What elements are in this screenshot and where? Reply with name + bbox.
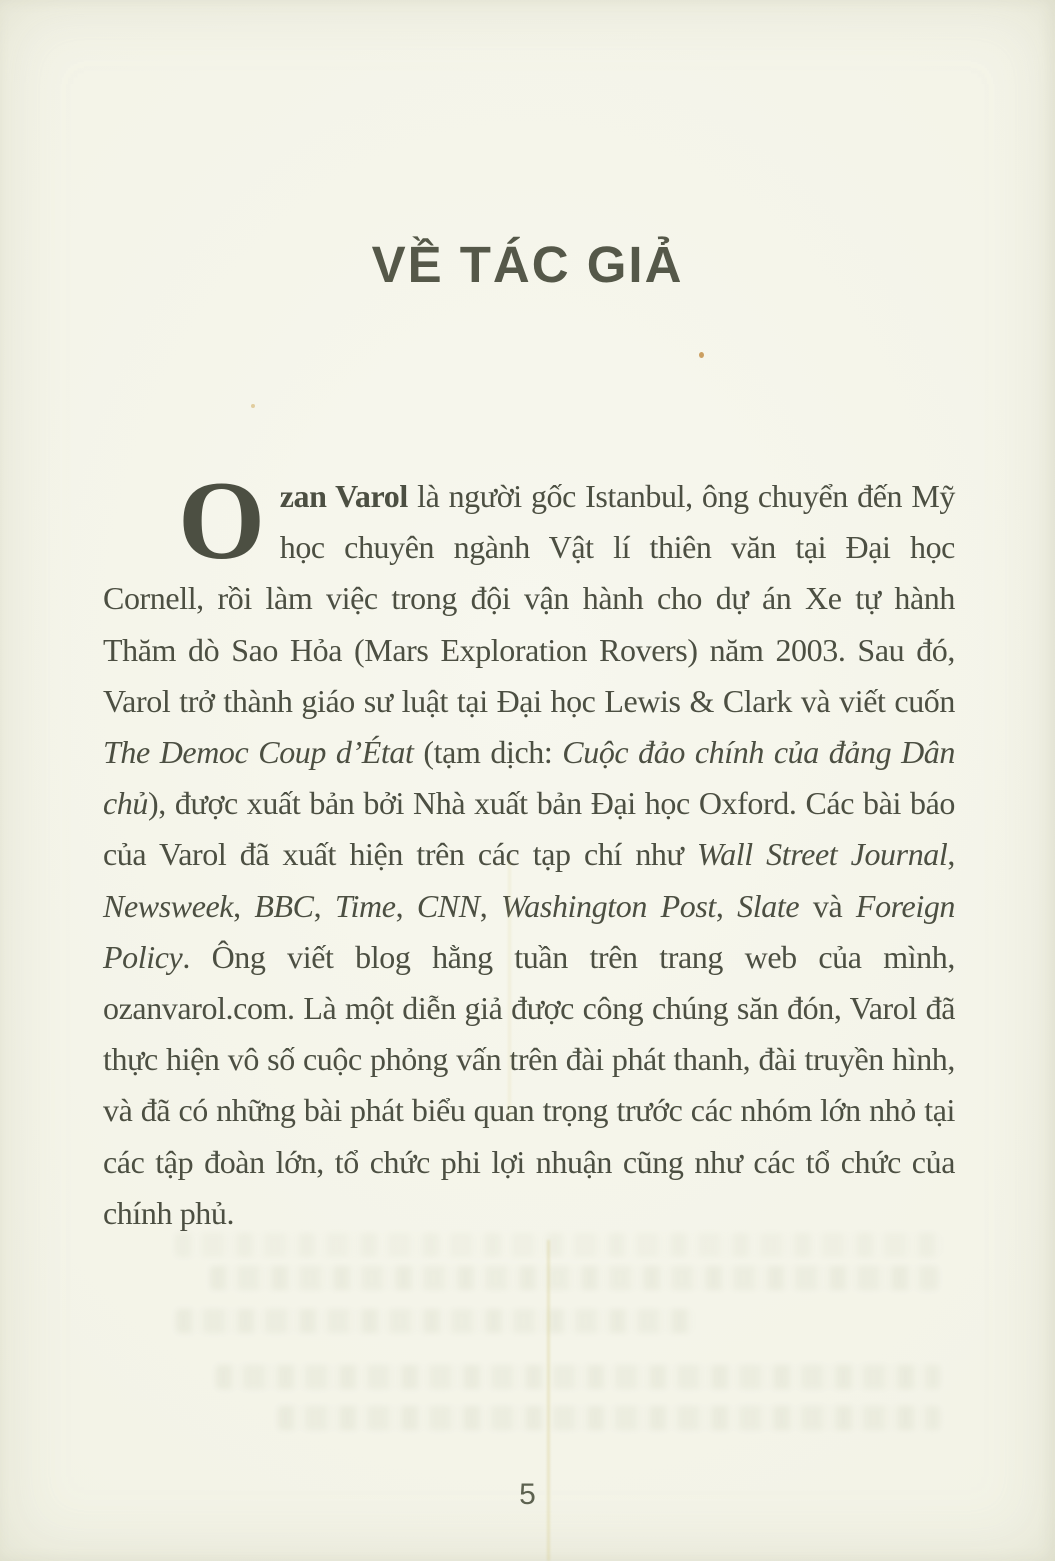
page-number: 5 [519,1478,536,1511]
paragraph-segment: và [799,887,856,924]
paragraph-segment: , [395,887,417,924]
bleedthrough-ghost-line [176,1309,696,1333]
paragraph-segment: zan Varol [279,478,408,514]
paragraph-segment: là người gốc Istanbul, ông chuyển đến Mỹ học chuyên ngành Vật lí thiên văn tại Đại học Cornell, rồi làm việc trong đội vận hành cho dự án Xe tự hành Thăm dò Sao Hỏa (Mars Exploration Rovers) năm 2003. Sau đó, Varol trở thành giáo sư luật tại Đại học Lewis & Clark và viết cuốn [103,478,955,719]
bleedthrough-ghost-line [210,1266,938,1290]
paragraph-segment: , [233,887,255,924]
paragraph-segment: Newsweek [103,887,234,924]
paragraph-segment: . Ông viết blog hằng tuần trên trang web của mình, ozanvarol.com. Là một diễn giả được công chúng săn đón, Varol đã thực hiện vô số cuộc phỏng vấn trên đài phát thanh, đài truyền hình, và đã có những bài phát biểu quan trọng trước các nhóm lớn nhỏ tại các tập đoàn lớn, tổ chức phi lợi nhuận cũng như các tổ chức của chính phủ. [103,938,955,1231]
scan-streak [547,1240,550,1561]
paragraph-segment: , [313,887,335,924]
bleedthrough-ghost-line [216,1365,940,1389]
paragraph-segment: (tạm dịch: [413,734,563,771]
paragraph-segment: , [947,836,955,873]
page-title: VỀ TÁC GIẢ [371,236,684,293]
paragraph-segment: Cuộc đảo chính của đảng Dân chủ [103,734,956,822]
paragraph-segment: , [479,887,501,924]
dust-speck [251,404,255,408]
about-author-paragraph [103,459,956,1239]
paragraph-segment: Foreign Policy [103,887,956,975]
bleedthrough-ghost-line [175,1233,945,1257]
paragraph-segment: Time [334,887,396,924]
paragraph-segment: CNN [416,887,480,924]
bleedthrough-ghost-line [278,1406,940,1430]
scan-streak [508,860,511,1120]
paragraph-segments [103,459,956,1231]
paragraph-segment: Slate [737,887,800,924]
paragraph-segment: BBC [254,887,314,924]
paragraph-segment: Washington Post [500,887,716,924]
paragraph-segment: ), được xuất bản bởi Nhà xuất bản Đại học Oxford. Các bài báo của Varol đã xuất hiện trên các tạp chí như [103,785,955,873]
drop-cap-letter: O [178,459,265,583]
paragraph-segment: Wall Street Journal [696,836,948,873]
paragraph-segment: , [715,887,738,924]
paragraph-segment: The Democ Coup d’État [103,734,414,771]
dust-speck [699,352,704,358]
